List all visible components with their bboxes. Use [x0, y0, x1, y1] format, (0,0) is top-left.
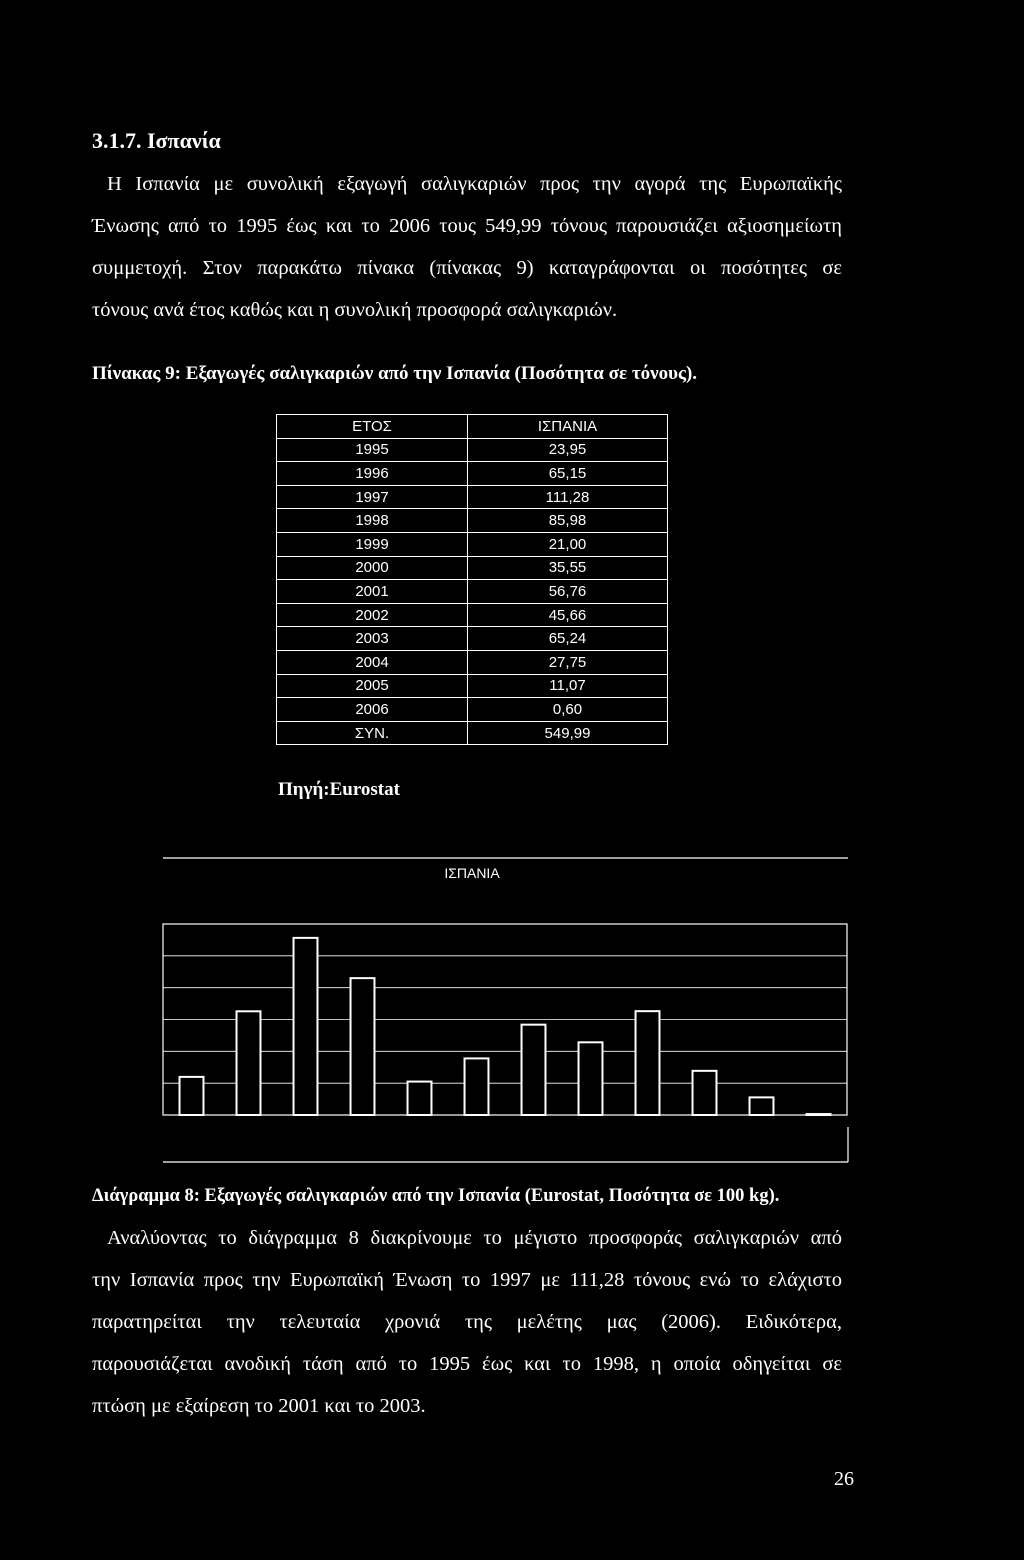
- bar-2000: [465, 1058, 489, 1115]
- year-cell: 1998: [277, 509, 468, 533]
- analysis-line: παρατηρείται την τελευταία χρονιά της μελέτης μας (2006). Ειδικότερα,: [92, 1311, 842, 1333]
- table-row: [277, 462, 668, 486]
- value-cell: 45,66: [468, 603, 668, 627]
- table-row: [277, 509, 668, 533]
- value-cell: 65,15: [468, 462, 668, 486]
- bar-2004: [693, 1071, 717, 1115]
- value-cell: 23,95: [468, 438, 668, 462]
- table-row: [277, 580, 668, 604]
- intro-line: Ένωσης από το 1995 έως και το 2006 τους 549,99 τόνους παρουσιάζει αξιοσημείωτη: [92, 215, 842, 237]
- header-spain: ΙΣΠΑΝΙΑ: [468, 415, 668, 439]
- table-row: [277, 556, 668, 580]
- analysis-paragraph: [92, 1217, 842, 1427]
- bar-1995: [180, 1077, 204, 1115]
- intro-line: Η Ισπανία με συνολική εξαγωγή σαλιγκαριών προς την αγορά της Ευρωπαϊκής: [107, 173, 842, 195]
- year-cell: 2003: [277, 627, 468, 651]
- intro-line: συμμετοχή. Στον παρακάτω πίνακα (πίνακας 9) καταγράφονται οι ποσότητες σε: [92, 257, 842, 279]
- value-cell: 35,55: [468, 556, 668, 580]
- year-cell: 2000: [277, 556, 468, 580]
- bar-1999: [408, 1082, 432, 1115]
- table-body: [277, 438, 668, 745]
- chart-caption: Διάγραμμα 8: Εξαγωγές σαλιγκαριών από την Ισπανία (Eurostat, Ποσότητα σε 100 kg).: [92, 1186, 780, 1206]
- table-row: [277, 438, 668, 462]
- table-row: [277, 532, 668, 556]
- value-cell: 549,99: [468, 721, 668, 745]
- year-cell: 2006: [277, 698, 468, 722]
- bar-1998: [351, 978, 375, 1115]
- bar-2005: [750, 1097, 774, 1115]
- value-cell: 65,24: [468, 627, 668, 651]
- bar-2006: [807, 1114, 831, 1115]
- grid-lines: [163, 956, 847, 1083]
- year-cell: 2005: [277, 674, 468, 698]
- year-cell: 1997: [277, 485, 468, 509]
- table-header-row: [277, 415, 668, 439]
- table-row: [277, 698, 668, 722]
- bar-1996: [237, 1011, 261, 1115]
- table-row: [277, 627, 668, 651]
- value-cell: 27,75: [468, 650, 668, 674]
- year-cell: 2001: [277, 580, 468, 604]
- value-cell: 21,00: [468, 532, 668, 556]
- table-row: [277, 603, 668, 627]
- value-cell: 11,07: [468, 674, 668, 698]
- chart-title: ΙΣΠΑΝΙΑ: [444, 865, 500, 881]
- table-row: [277, 674, 668, 698]
- page-number: 26: [834, 1468, 854, 1490]
- header-year: ΕΤΟΣ: [277, 415, 468, 439]
- year-cell: 2002: [277, 603, 468, 627]
- analysis-line: πτώση με εξαίρεση το 2001 και το 2003.: [92, 1395, 426, 1417]
- analysis-line: Αναλύοντας το διάγραμμα 8 διακρίνουμε το μέγιστο προσφοράς σαλιγκαριών από: [107, 1227, 842, 1249]
- exports-table: [276, 414, 668, 745]
- bars: [180, 938, 831, 1115]
- year-cell: 2004: [277, 650, 468, 674]
- year-cell: 1995: [277, 438, 468, 462]
- table-row: [277, 721, 668, 745]
- value-cell: 85,98: [468, 509, 668, 533]
- table-row: [277, 650, 668, 674]
- bar-2001: [522, 1025, 546, 1115]
- bar-1997: [294, 938, 318, 1115]
- year-cell: 1996: [277, 462, 468, 486]
- year-cell: ΣΥΝ.: [277, 721, 468, 745]
- value-cell: 111,28: [468, 485, 668, 509]
- analysis-line: παρουσιάζεται ανοδική τάση από το 1995 έως και το 1998, η οποία οδηγείται σε: [92, 1353, 842, 1375]
- bar-chart: [0, 840, 1024, 1180]
- bar-2002: [579, 1042, 603, 1115]
- table-row: [277, 485, 668, 509]
- analysis-line: την Ισπανία προς την Ευρωπαϊκή Ένωση το 1997 με 111,28 τόνους ενώ το ελάχιστο: [92, 1269, 842, 1291]
- table-source: Πηγή:Eurostat: [278, 779, 400, 800]
- bar-2003: [636, 1011, 660, 1115]
- bar-chart-svg: [0, 840, 1024, 1180]
- table-caption: Πίνακας 9: Εξαγωγές σαλιγκαριών από την Ισπανία (Ποσότητα σε τόνους).: [92, 363, 698, 384]
- value-cell: 56,76: [468, 580, 668, 604]
- value-cell: 0,60: [468, 698, 668, 722]
- intro-paragraph: [92, 163, 842, 331]
- year-cell: 1999: [277, 532, 468, 556]
- intro-line: τόνους ανά έτος καθώς και η συνολική προσφορά σαλιγκαριών.: [92, 299, 618, 321]
- section-heading: 3.1.7. Ισπανία: [92, 128, 221, 153]
